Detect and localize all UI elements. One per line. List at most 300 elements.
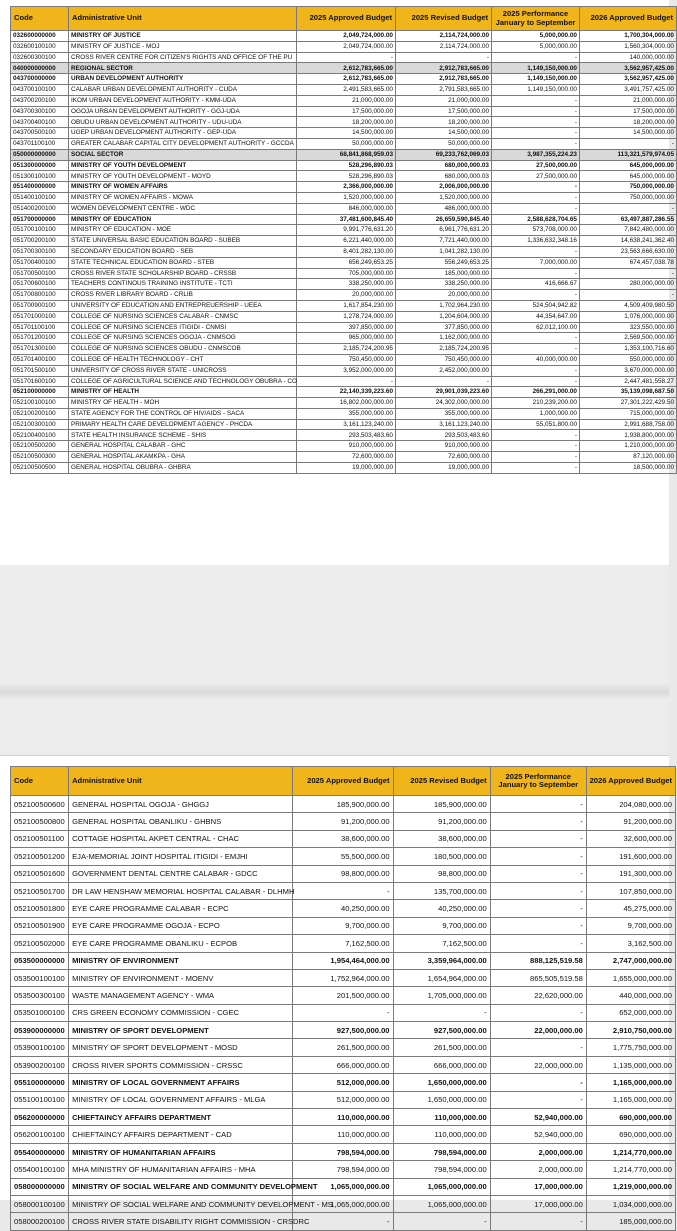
cell-2025-performance: 1,149,150,000.00	[492, 63, 580, 74]
page-gap-shadow	[0, 683, 669, 699]
cell-2025-performance: -	[490, 1039, 586, 1056]
cell-2025-performance: -	[490, 1091, 586, 1108]
cell-code: 052100500200	[11, 441, 69, 452]
cell-2026-approved: 2,747,000,000.00	[586, 952, 675, 969]
header-2025-performance	[490, 767, 586, 796]
cell-2025-approved: 1,617,854,230.00	[297, 300, 396, 311]
cell-administrative-unit: IKOM URBAN DEVELOPMENT AUTHORITY - KMM-UDA	[69, 95, 297, 106]
cell-code: 051700600100	[11, 279, 69, 290]
table-row	[11, 1143, 676, 1160]
cell-2025-performance: 888,125,519.58	[490, 952, 586, 969]
cell-2025-approved: 1,954,464,000.00	[293, 952, 393, 969]
cell-2025-revised: 927,500,000.00	[393, 1022, 490, 1039]
cell-2025-revised: 21,000,000.00	[396, 95, 492, 106]
cell-2025-approved: 9,991,776,631.20	[297, 225, 396, 236]
table-row	[11, 171, 677, 182]
cell-2026-approved: -	[580, 268, 677, 279]
cell-2025-revised: 135,700,000.00	[393, 882, 490, 899]
cell-administrative-unit: CALABAR URBAN DEVELOPMENT AUTHORITY - CUDA	[69, 84, 297, 95]
cell-2026-approved: 1,700,304,000.00	[580, 31, 677, 42]
cell-2025-performance: -	[492, 462, 580, 473]
table-row	[11, 246, 677, 257]
cell-2025-approved: 8,401,282,130.00	[297, 246, 396, 257]
cell-2025-performance: -	[492, 138, 580, 149]
cell-2025-revised: 50,000,000.00	[396, 138, 492, 149]
cell-2026-approved: 2,910,750,000.00	[586, 1022, 675, 1039]
cell-2026-approved: 18,200,000.00	[580, 117, 677, 128]
cell-2025-approved: 50,000,000.00	[297, 138, 396, 149]
cell-administrative-unit: CRS GREEN ECONOMY COMMISSION - CGEC	[69, 1004, 293, 1021]
cell-code: 043700400100	[11, 117, 69, 128]
table-row	[11, 268, 677, 279]
cell-code: 051700300100	[11, 246, 69, 257]
table-row	[11, 376, 677, 387]
cell-2025-performance: -	[490, 1004, 586, 1021]
cell-2025-revised: 2,452,000,000.00	[396, 365, 492, 376]
table-row	[11, 290, 677, 301]
cell-2026-approved: 21,000,000.00	[580, 95, 677, 106]
cell-2025-performance: -	[490, 935, 586, 952]
table-row	[11, 1213, 676, 1230]
cell-administrative-unit: COLLEGE OF NURSING SCIENCES CALABAR - CNMSC	[69, 311, 297, 322]
cell-2025-revised: 680,000,000.03	[396, 171, 492, 182]
table-row	[11, 1126, 676, 1143]
cell-2025-revised: 2,114,724,000.00	[396, 41, 492, 52]
cell-2025-revised: 798,594,000.00	[393, 1161, 490, 1178]
cell-code: 051700100100	[11, 225, 69, 236]
cell-2026-approved: -	[580, 203, 677, 214]
cell-2025-performance: 573,708,000.00	[492, 225, 580, 236]
cell-2025-approved: 9,700,000.00	[293, 917, 393, 934]
cell-code: 040000000000	[11, 63, 69, 74]
cell-2025-performance: -	[492, 117, 580, 128]
table-row	[11, 95, 677, 106]
cell-2025-approved: 965,000,000.00	[297, 333, 396, 344]
table-row	[11, 365, 677, 376]
cell-2025-performance: 2,000,000.00	[490, 1161, 586, 1178]
cell-2026-approved: 2,447,481,558.27	[580, 376, 677, 387]
cell-2025-approved: 528,296,890.03	[297, 171, 396, 182]
cell-2026-approved: 63,497,887,286.55	[580, 214, 677, 225]
cell-code: 058000200100	[11, 1213, 69, 1230]
cell-2025-approved: 2,612,783,665.00	[297, 74, 396, 85]
header-performance-line2: January to September	[498, 780, 579, 789]
cell-administrative-unit: PRIMARY HEALTH CARE DEVELOPMENT AGENCY - PHCDA	[69, 419, 297, 430]
page-gap	[0, 565, 669, 755]
cell-2025-performance: -	[492, 182, 580, 193]
cell-administrative-unit: UNIVERSITY OF EDUCATION AND ENTREPREUERSHIP - UEEA	[69, 300, 297, 311]
cell-administrative-unit: EYE CARE PROGRAMME OBANLIKU - ECPOB	[69, 935, 293, 952]
cell-2026-approved: -	[580, 138, 677, 149]
table-row	[11, 987, 676, 1004]
cell-2025-approved: 55,500,000.00	[293, 848, 393, 865]
cell-2025-approved: 2,185,724,200.95	[297, 344, 396, 355]
cell-2025-performance: 44,354,647.00	[492, 311, 580, 322]
cell-2025-revised: 2,185,724,200.95	[396, 344, 492, 355]
cell-code: 051400200100	[11, 203, 69, 214]
cell-code: 051700500100	[11, 268, 69, 279]
cell-2025-approved: 201,500,000.00	[293, 987, 393, 1004]
cell-administrative-unit: CHIEFTAINCY AFFAIRS DEPARTMENT - CAD	[69, 1126, 293, 1143]
header-performance-line1: 2025 Performance	[502, 9, 569, 19]
cell-code: 051701300100	[11, 344, 69, 355]
cell-code: 056200000000	[11, 1109, 69, 1126]
cell-2025-performance: -	[492, 203, 580, 214]
cell-code: 052100500800	[11, 813, 69, 830]
cell-administrative-unit: WASTE MANAGEMENT AGENCY - WMA	[69, 987, 293, 1004]
cell-2025-performance: 27,500,000.00	[492, 160, 580, 171]
cell-2025-performance: 62,012,100.00	[492, 322, 580, 333]
cell-2026-approved: 3,562,957,425.00	[580, 63, 677, 74]
cell-2025-performance: 1,336,632,348.16	[492, 236, 580, 247]
cell-2025-performance: -	[492, 333, 580, 344]
cell-2025-approved: 2,049,724,000.00	[297, 31, 396, 42]
cell-2025-approved: 666,000,000.00	[293, 1056, 393, 1073]
cell-2025-revised: 7,721,440,000.00	[396, 236, 492, 247]
cell-administrative-unit: CROSS RIVER SPORTS COMMISSION - CRSSC	[69, 1056, 293, 1073]
cell-2026-approved: 645,000,000.00	[580, 160, 677, 171]
cell-code: 052100500500	[11, 462, 69, 473]
cell-2026-approved: 113,321,579,974.05	[580, 149, 677, 160]
cell-code: 053500100100	[11, 969, 69, 986]
cell-2025-approved: 6,221,440,000.00	[297, 236, 396, 247]
cell-administrative-unit: STATE UNIVERSAL BASIC EDUCATION BOARD - SUBEB	[69, 236, 297, 247]
cell-2025-performance: -	[490, 865, 586, 882]
cell-administrative-unit: MINISTRY OF HEALTH	[69, 387, 297, 398]
cell-code: 052100501900	[11, 917, 69, 934]
cell-code: 051700000000	[11, 214, 69, 225]
table-header-row	[11, 767, 676, 796]
cell-code: 051701600100	[11, 376, 69, 387]
cell-administrative-unit: COLLEGE OF NURSING SCIENCES ITIGIDI - CNMSI	[69, 322, 297, 333]
cell-2025-revised: 7,162,500.00	[393, 935, 490, 952]
cell-2026-approved: 14,500,000.00	[580, 128, 677, 139]
cell-2026-approved: 14,638,241,362.40	[580, 236, 677, 247]
cell-administrative-unit: EYE CARE PROGRAMME CALABAR - ECPC	[69, 900, 293, 917]
cell-2025-approved: 7,162,500.00	[293, 935, 393, 952]
header-2026-approved-budget: 2026 Approved Budget	[580, 7, 677, 31]
cell-2025-performance: -	[492, 376, 580, 387]
cell-2025-revised: 91,200,000.00	[393, 813, 490, 830]
cell-2025-performance: 266,291,000.00	[492, 387, 580, 398]
cell-administrative-unit: MINISTRY OF WOMEN AFFAIRS - MOWA	[69, 192, 297, 203]
cell-2025-performance: 524,504,942.82	[492, 300, 580, 311]
cell-2025-performance: 210,239,200.00	[492, 398, 580, 409]
cell-administrative-unit: SOCIAL SECTOR	[69, 149, 297, 160]
cell-2025-approved: 293,503,483.60	[297, 430, 396, 441]
table-row	[11, 182, 677, 193]
table-row	[11, 52, 677, 63]
table-row	[11, 84, 677, 95]
cell-2025-performance: 5,000,000.00	[492, 31, 580, 42]
cell-2025-revised: 1,702,964,230.00	[396, 300, 492, 311]
table-row	[11, 1056, 676, 1073]
cell-administrative-unit: OGOJA URBAN DEVELOPMENT AUTHORITY - GGJ-UDA	[69, 106, 297, 117]
cell-code: 043700300100	[11, 106, 69, 117]
table-row	[11, 279, 677, 290]
cell-2026-approved: 690,000,000.00	[586, 1109, 675, 1126]
cell-2026-approved: 440,000,000.00	[586, 987, 675, 1004]
cell-2025-approved: 512,000,000.00	[293, 1091, 393, 1108]
table-row	[11, 813, 676, 830]
header-2026-approved-budget: 2026 Approved Budget	[586, 767, 675, 796]
cell-2025-approved: 37,481,600,845.40	[297, 214, 396, 225]
cell-2025-revised: 377,850,000.00	[396, 322, 492, 333]
cell-2025-approved: 1,065,000,000.00	[293, 1195, 393, 1212]
table-row	[11, 1109, 676, 1126]
table-row	[11, 192, 677, 203]
cell-2025-revised: 1,650,000,000.00	[393, 1091, 490, 1108]
cell-2025-performance: 1,000,000.00	[492, 408, 580, 419]
cell-2025-approved: 798,594,000.00	[293, 1161, 393, 1178]
table-row	[11, 441, 677, 452]
cell-2025-approved: 72,600,000.00	[297, 452, 396, 463]
cell-code: 051701100100	[11, 322, 69, 333]
table-row	[11, 1022, 676, 1039]
cell-administrative-unit: MINISTRY OF SPORT DEVELOPMENT	[69, 1022, 293, 1039]
cell-2025-approved: 17,500,000.00	[297, 106, 396, 117]
cell-2026-approved: 140,000,000.00	[580, 52, 677, 63]
table-row	[11, 203, 677, 214]
cell-2025-revised: 486,000,000.00	[396, 203, 492, 214]
cell-2025-revised: -	[396, 52, 492, 63]
cell-administrative-unit: MINISTRY OF EDUCATION - MOE	[69, 225, 297, 236]
cell-code: 032600000000	[11, 31, 69, 42]
cell-2025-performance: -	[492, 95, 580, 106]
cell-code: 053900000000	[11, 1022, 69, 1039]
cell-2025-approved: 528,296,890.03	[297, 160, 396, 171]
cell-2026-approved: 674,457,038.78	[580, 257, 677, 268]
cell-2026-approved: 750,000,000.00	[580, 182, 677, 193]
table-row	[11, 236, 677, 247]
cell-2025-performance: -	[492, 430, 580, 441]
cell-2026-approved: 1,353,100,716.60	[580, 344, 677, 355]
table-row	[11, 311, 677, 322]
cell-administrative-unit: GENERAL HOSPITAL OGOJA - GHGGJ	[69, 796, 293, 813]
cell-2026-approved: 32,600,000.00	[586, 830, 675, 847]
cell-2026-approved: 645,000,000.00	[580, 171, 677, 182]
cell-2026-approved: 1,034,000,000.00	[586, 1195, 675, 1212]
cell-2025-approved: 846,000,000.00	[297, 203, 396, 214]
cell-2025-performance: 1,149,150,000.00	[492, 74, 580, 85]
cell-code: 052100000000	[11, 387, 69, 398]
cell-administrative-unit: MINISTRY OF LOCAL GOVERNMENT AFFAIRS	[69, 1074, 293, 1091]
cell-code: 051700900100	[11, 300, 69, 311]
cell-2025-revised: 29,901,039,223.60	[396, 387, 492, 398]
cell-administrative-unit: COLLEGE OF AGRICULTURAL SCIENCE AND TECHNOLOGY OBUBRA - CO	[69, 376, 297, 387]
cell-administrative-unit: MINISTRY OF ENVIRONMENT	[69, 952, 293, 969]
cell-2026-approved: 2,569,500,000.00	[580, 333, 677, 344]
cell-2026-approved: 18,500,000.00	[580, 462, 677, 473]
cell-2026-approved: 3,562,957,425.00	[580, 74, 677, 85]
cell-2025-performance: -	[490, 796, 586, 813]
table-row	[11, 419, 677, 430]
cell-2025-approved: 110,000,000.00	[293, 1109, 393, 1126]
budget-table-page-2	[10, 766, 676, 1231]
cell-2025-revised: 24,302,000,000.00	[396, 398, 492, 409]
table-row	[11, 128, 677, 139]
cell-2025-revised: -	[393, 1213, 490, 1230]
cell-2025-approved: 705,000,000.00	[297, 268, 396, 279]
table-row	[11, 138, 677, 149]
header-2025-approved-budget: 2025 Approved Budget	[293, 767, 393, 796]
cell-2026-approved: 9,700,000.00	[586, 917, 675, 934]
cell-2026-approved: 185,000,000.00	[586, 1213, 675, 1230]
cell-2025-approved: 1,278,724,000.00	[297, 311, 396, 322]
cell-2026-approved: 2,991,688,758.00	[580, 419, 677, 430]
table-row	[11, 952, 676, 969]
header-2025-revised-budget: 2025 Revised Budget	[396, 7, 492, 31]
cell-2025-approved: 261,500,000.00	[293, 1039, 393, 1056]
cell-2025-approved: 38,600,000.00	[293, 830, 393, 847]
cell-code: 052100501800	[11, 900, 69, 917]
cell-2025-performance: -	[490, 917, 586, 934]
table-row	[11, 257, 677, 268]
cell-code: 043700100100	[11, 84, 69, 95]
cell-administrative-unit: CROSS RIVER CENTRE FOR CITIZEN'S RIGHTS AND OFFICE OF THE PU	[69, 52, 297, 63]
cell-code: 055400100100	[11, 1161, 69, 1178]
cell-2025-approved: 68,841,868,959.03	[297, 149, 396, 160]
cell-2025-approved: 91,200,000.00	[293, 813, 393, 830]
cell-2025-revised: 185,000,000.00	[396, 268, 492, 279]
cell-2025-performance: -	[492, 246, 580, 257]
cell-2025-approved: 3,952,000,000.00	[297, 365, 396, 376]
table-row	[11, 935, 676, 952]
cell-code: 043700200100	[11, 95, 69, 106]
cell-code: 051700200100	[11, 236, 69, 247]
cell-2025-approved: 1,065,000,000.00	[293, 1178, 393, 1195]
cell-2026-approved: 715,000,000.00	[580, 408, 677, 419]
header-administrative-unit: Administrative Unit	[69, 7, 297, 31]
table-row	[11, 117, 677, 128]
cell-administrative-unit: REGIONAL SECTOR	[69, 63, 297, 74]
cell-2025-performance: 5,000,000.00	[492, 41, 580, 52]
cell-code: 058000000000	[11, 1178, 69, 1195]
cell-2025-performance: -	[492, 52, 580, 63]
cell-2025-approved: -	[293, 1004, 393, 1021]
table-row	[11, 1074, 676, 1091]
cell-code: 043700000000	[11, 74, 69, 85]
cell-code: 051701000100	[11, 311, 69, 322]
cell-2025-performance: -	[492, 106, 580, 117]
cell-2025-approved: 910,000,000.00	[297, 441, 396, 452]
cell-2025-performance: 40,000,000.00	[492, 354, 580, 365]
table-row	[11, 300, 677, 311]
cell-code: 053501000100	[11, 1004, 69, 1021]
cell-administrative-unit: WOMEN DEVELOPMENT CENTRE - WDC	[69, 203, 297, 214]
table-row	[11, 848, 676, 865]
cell-2026-approved: 3,670,000,000.00	[580, 365, 677, 376]
cell-2025-approved: 18,200,000.00	[297, 117, 396, 128]
cell-2025-performance: -	[490, 1074, 586, 1091]
cell-2026-approved: 23,563,666,630.00	[580, 246, 677, 257]
cell-2025-revised: 2,006,000,000.00	[396, 182, 492, 193]
header-performance-line1: 2025 Performance	[505, 771, 571, 781]
cell-code: 055400000000	[11, 1143, 69, 1160]
cell-2026-approved: 1,165,000,000.00	[586, 1091, 675, 1108]
cell-2025-revised: 180,500,000.00	[393, 848, 490, 865]
cell-2026-approved: 1,210,000,000.00	[580, 441, 677, 452]
cell-2026-approved: 91,200,000.00	[586, 813, 675, 830]
cell-2026-approved: 1,076,000,000.00	[580, 311, 677, 322]
cell-2025-revised: 72,600,000.00	[396, 452, 492, 463]
cell-2026-approved: 1,135,000,000.00	[586, 1056, 675, 1073]
table-row	[11, 865, 676, 882]
document-page-2	[0, 755, 672, 1227]
cell-2025-performance: 22,000,000.00	[490, 1056, 586, 1073]
cell-2025-performance: 17,000,000.00	[490, 1195, 586, 1212]
cell-2026-approved: 45,275,000.00	[586, 900, 675, 917]
header-code: Code	[11, 7, 69, 31]
header-performance-line2: January to September	[495, 17, 576, 27]
cell-2025-performance: -	[492, 365, 580, 376]
cell-2025-revised: -	[393, 1004, 490, 1021]
cell-2025-performance: -	[492, 290, 580, 301]
cell-2025-revised: 1,520,000,000.00	[396, 192, 492, 203]
table-header-row	[11, 7, 677, 31]
table-row	[11, 796, 676, 813]
table-row	[11, 225, 677, 236]
cell-2025-approved: 397,850,000.00	[297, 322, 396, 333]
cell-2026-approved: 1,165,000,000.00	[586, 1074, 675, 1091]
cell-2025-approved: 1,520,000,000.00	[297, 192, 396, 203]
document-page-1	[0, 0, 674, 565]
cell-2025-approved: 40,250,000.00	[293, 900, 393, 917]
cell-code: 052100501700	[11, 882, 69, 899]
cell-2025-performance: 52,940,000.00	[490, 1109, 586, 1126]
cell-2025-approved: 2,366,000,000.00	[297, 182, 396, 193]
cell-2025-revised: -	[396, 376, 492, 387]
cell-code: 051701400100	[11, 354, 69, 365]
cell-administrative-unit: STATE HEALTH INSURANCE SCHEME - SHIS	[69, 430, 297, 441]
cell-administrative-unit: MINISTRY OF HUMANITARIAN AFFAIRS	[69, 1143, 293, 1160]
cell-administrative-unit: MINISTRY OF EDUCATION	[69, 214, 297, 225]
cell-2026-approved: 27,301,222,429.50	[580, 398, 677, 409]
table-row	[11, 882, 676, 899]
cell-2025-approved: -	[293, 882, 393, 899]
cell-administrative-unit: URBAN DEVELOPMENT AUTHORITY	[69, 74, 297, 85]
cell-administrative-unit: GENERAL HOSPITAL OBUBRA - GHBRA	[69, 462, 297, 473]
cell-code: 051400000000	[11, 182, 69, 193]
cell-administrative-unit: UGEP URBAN DEVELOPMENT AUTHORITY - GEP-UDA	[69, 128, 297, 139]
cell-2026-approved: 4,509,409,980.50	[580, 300, 677, 311]
cell-2025-revised: 19,000,000.00	[396, 462, 492, 473]
cell-2026-approved: 7,842,480,000.00	[580, 225, 677, 236]
cell-2025-approved: -	[297, 52, 396, 63]
cell-code: 058000100100	[11, 1195, 69, 1212]
table-row	[11, 398, 677, 409]
cell-code: 050000000000	[11, 149, 69, 160]
cell-2026-approved: 1,655,000,000.00	[586, 969, 675, 986]
cell-2026-approved: 3,162,500.00	[586, 935, 675, 952]
cell-2025-revised: 2,912,783,665.00	[396, 63, 492, 74]
cell-2025-revised: 1,204,604,000.00	[396, 311, 492, 322]
table-row	[11, 41, 677, 52]
cell-2026-approved: 191,300,000.00	[586, 865, 675, 882]
cell-2025-approved: 2,049,724,000.00	[297, 41, 396, 52]
cell-code: 052100300100	[11, 419, 69, 430]
cell-2025-approved: 927,500,000.00	[293, 1022, 393, 1039]
table-row	[11, 387, 677, 398]
table-row	[11, 408, 677, 419]
table-row	[11, 214, 677, 225]
cell-2025-revised: 14,500,000.00	[396, 128, 492, 139]
cell-2025-approved: 512,000,000.00	[293, 1074, 393, 1091]
cell-2025-approved: 2,491,583,665.00	[297, 84, 396, 95]
cell-2025-performance: 17,000,000.00	[490, 1178, 586, 1195]
cell-2025-approved: 798,594,000.00	[293, 1143, 393, 1160]
cell-2025-approved: 355,000,000.00	[297, 408, 396, 419]
